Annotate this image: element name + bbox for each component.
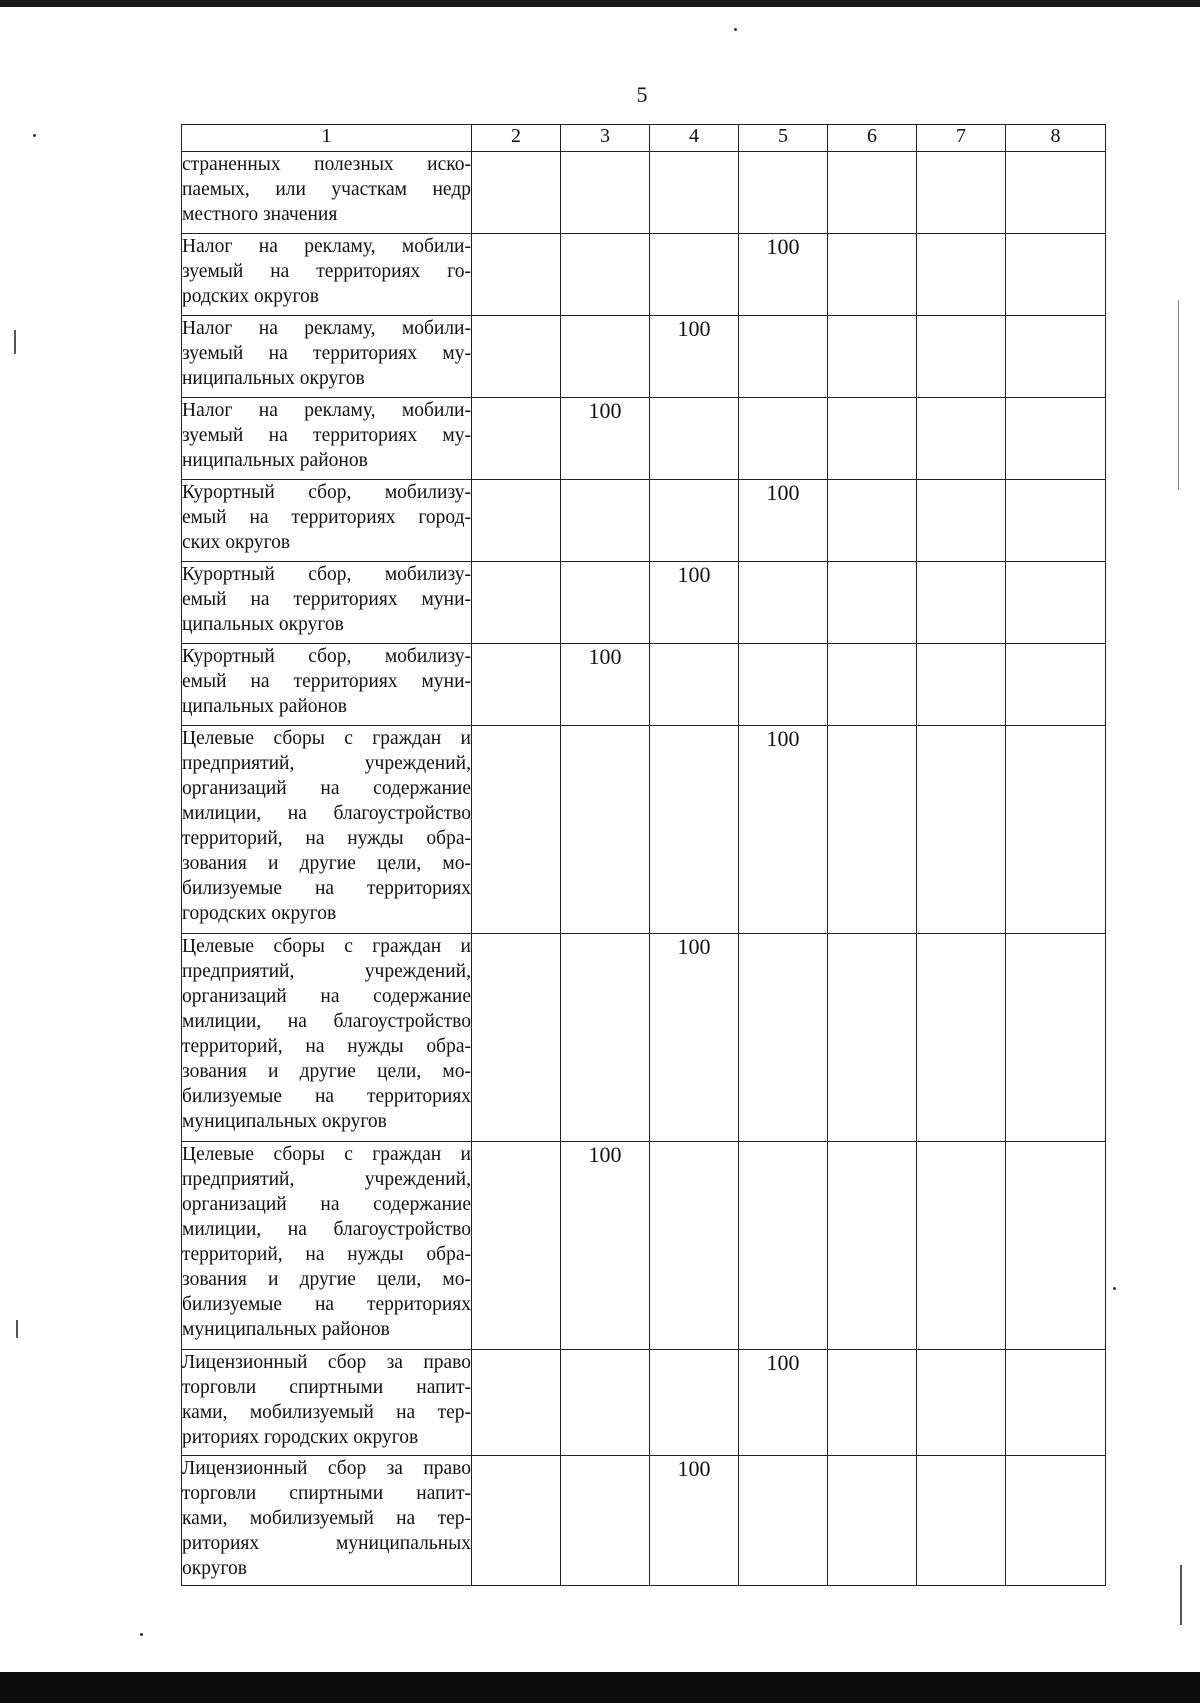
percentage-cell (650, 726, 739, 934)
percentage-cell (561, 934, 650, 1142)
tax-name-cell (182, 934, 472, 1142)
tax-name-line: Курортный сбор, мобилизу- (182, 564, 471, 585)
table-row (182, 234, 1106, 316)
percentage-cell (472, 1456, 561, 1586)
percentage-cell (472, 480, 561, 562)
percentage-cell (561, 562, 650, 644)
percentage-cell (472, 316, 561, 398)
tax-name-line: билизуемые на территориях (182, 1294, 471, 1315)
percentage-cell (917, 1142, 1006, 1350)
tax-name-cell (182, 1456, 472, 1586)
tax-name-line: страненных полезных иско- (182, 154, 471, 175)
percentage-cell (739, 644, 828, 726)
column-header: 8 (1006, 125, 1106, 152)
tax-name-line: риториях муниципальных (182, 1533, 471, 1554)
percentage-cell (739, 934, 828, 1142)
percentage-cell (917, 1350, 1006, 1456)
table-row (182, 726, 1106, 934)
tax-name-cell (182, 152, 472, 234)
tax-name-line: зования и другие цели, мо- (182, 853, 471, 874)
tax-name-line: зуемый на территориях му- (182, 343, 471, 364)
tax-name-cell (182, 234, 472, 316)
tax-name-line: территорий, на нужды обра- (182, 1244, 471, 1265)
percentage-cell (917, 934, 1006, 1142)
percentage-cell: 100 (650, 1456, 739, 1586)
scan-edge-mark (1180, 1565, 1182, 1625)
tax-name-line: Целевые сборы с граждан и (182, 936, 471, 957)
tax-name-line: предприятий, учреждений, (182, 961, 471, 982)
column-header: 1 (182, 125, 472, 152)
percentage-cell (472, 644, 561, 726)
percentage-cell: 100 (561, 398, 650, 480)
scan-speck (140, 1633, 143, 1636)
tax-name-cell (182, 316, 472, 398)
percentage-cell (828, 398, 917, 480)
percentage-cell (917, 1456, 1006, 1586)
percentage-cell: 100 (650, 934, 739, 1142)
percentage-cell (917, 316, 1006, 398)
tax-name-cell (182, 562, 472, 644)
tax-name-cell (182, 1142, 472, 1350)
tax-name-cell (182, 644, 472, 726)
percentage-cell (561, 1350, 650, 1456)
tax-name-line: зуемый на территориях го- (182, 261, 471, 282)
percentage-cell (917, 644, 1006, 726)
tax-name-line: емый на территориях муни- (182, 589, 471, 610)
tax-name-line: Лицензионный сбор за право (182, 1352, 471, 1373)
table-row (182, 644, 1106, 726)
percentage-cell (917, 152, 1006, 234)
scan-border-bottom (0, 1672, 1200, 1703)
table-body (182, 152, 1106, 1586)
percentage-cell (828, 1456, 917, 1586)
percentage-cell: 100 (561, 1142, 650, 1350)
tax-name-line: билизуемые на территориях (182, 1086, 471, 1107)
percentage-cell (561, 316, 650, 398)
scan-border-top (0, 0, 1200, 7)
percentage-cell (828, 1350, 917, 1456)
column-header: 5 (739, 125, 828, 152)
tax-name-cell (182, 726, 472, 934)
column-number-row (182, 125, 1106, 152)
percentage-cell (739, 152, 828, 234)
percentage-cell (472, 1142, 561, 1350)
percentage-cell: 100 (739, 480, 828, 562)
percentage-cell (917, 726, 1006, 934)
percentage-cell (1006, 398, 1106, 480)
percentage-cell: 100 (650, 316, 739, 398)
tax-name-line: родских округов (182, 286, 319, 307)
percentage-cell (739, 398, 828, 480)
percentage-cell (917, 562, 1006, 644)
tax-name-line: Налог на рекламу, мобили- (182, 318, 471, 339)
percentage-cell: 100 (739, 726, 828, 934)
scan-edge-mark (14, 330, 16, 354)
tax-name-line: зуемый на территориях му- (182, 425, 471, 446)
table-row (182, 398, 1106, 480)
tax-name-line: Лицензионный сбор за право (182, 1458, 471, 1479)
percentage-cell (650, 1142, 739, 1350)
tax-name-line: зования и другие цели, мо- (182, 1061, 471, 1082)
tax-name-line: зования и другие цели, мо- (182, 1269, 471, 1290)
tax-name-cell (182, 480, 472, 562)
tax-name-line: емый на территориях муни- (182, 671, 471, 692)
percentage-cell (1006, 1456, 1106, 1586)
percentage-cell (1006, 562, 1106, 644)
table-row (182, 1350, 1106, 1456)
percentage-cell (472, 234, 561, 316)
percentage-cell (561, 726, 650, 934)
percentage-cell (472, 562, 561, 644)
percentage-cell (828, 152, 917, 234)
percentage-cell (1006, 316, 1106, 398)
tax-name-line: Целевые сборы с граждан и (182, 728, 471, 749)
tax-name-line: организаций на содержание (182, 986, 471, 1007)
tax-name-line: муниципальных районов (182, 1319, 390, 1340)
percentage-cell (1006, 1142, 1106, 1350)
tax-name-line: Целевые сборы с граждан и (182, 1144, 471, 1165)
percentage-cell (739, 1456, 828, 1586)
tax-name-line: Налог на рекламу, мобили- (182, 236, 471, 257)
table-row (182, 1142, 1106, 1350)
page-number: 5 (636, 82, 648, 107)
percentage-cell (1006, 1350, 1106, 1456)
percentage-cell (472, 398, 561, 480)
tax-name-line: Курортный сбор, мобилизу- (182, 646, 471, 667)
tax-name-line: торговли спиртными напит- (182, 1483, 471, 1504)
table-row (182, 480, 1106, 562)
percentage-cell (561, 480, 650, 562)
tax-name-line: организаций на содержание (182, 1194, 471, 1215)
table-row (182, 152, 1106, 234)
tax-name-line: предприятий, учреждений, (182, 753, 471, 774)
table-row (182, 316, 1106, 398)
tax-name-line: ципальных районов (182, 696, 347, 717)
tax-name-line: организаций на содержание (182, 778, 471, 799)
percentage-cell (561, 234, 650, 316)
tax-name-line: Курортный сбор, мобилизу- (182, 482, 471, 503)
tax-name-cell (182, 398, 472, 480)
scan-speck (33, 134, 36, 137)
percentage-cell (828, 934, 917, 1142)
percentage-cell (739, 1142, 828, 1350)
percentage-cell (650, 234, 739, 316)
tax-name-line: округов (182, 1558, 247, 1579)
column-header: 4 (650, 125, 739, 152)
tax-name-line: торговли спиртными напит- (182, 1377, 471, 1398)
percentage-cell (828, 316, 917, 398)
percentage-cell (650, 152, 739, 234)
percentage-cell (472, 1350, 561, 1456)
percentage-cell: 100 (739, 234, 828, 316)
tax-name-line: милиции, на благоустройство (182, 1011, 471, 1032)
percentage-cell (472, 726, 561, 934)
column-header: 2 (472, 125, 561, 152)
column-header: 6 (828, 125, 917, 152)
percentage-cell (472, 152, 561, 234)
percentage-cell (828, 562, 917, 644)
percentage-cell (828, 726, 917, 934)
percentage-cell: 100 (739, 1350, 828, 1456)
percentage-cell (472, 934, 561, 1142)
tax-name-line: паемых, или участкам недр (182, 179, 471, 200)
percentage-cell (1006, 480, 1106, 562)
percentage-cell (739, 562, 828, 644)
percentage-cell (650, 398, 739, 480)
tax-name-cell (182, 1350, 472, 1456)
tax-name-line: городских округов (182, 903, 337, 924)
tax-name-line: ниципальных районов (182, 450, 368, 471)
table-row (182, 1456, 1106, 1586)
tax-name-line: Налог на рекламу, мобили- (182, 400, 471, 421)
tax-name-line: милиции, на благоустройство (182, 803, 471, 824)
tax-name-line: территорий, на нужды обра- (182, 828, 471, 849)
tax-name-line: риториях городских округов (182, 1427, 419, 1448)
tax-name-line: ками, мобилизуемый на тер- (182, 1402, 471, 1423)
percentage-cell: 100 (650, 562, 739, 644)
scan-speck (1113, 1287, 1116, 1290)
tax-name-line: ципальных округов (182, 614, 344, 635)
table-row (182, 934, 1106, 1142)
tax-name-line: предприятий, учреждений, (182, 1169, 471, 1190)
percentage-cell (650, 644, 739, 726)
percentage-cell (1006, 644, 1106, 726)
tax-name-line: билизуемые на территориях (182, 878, 471, 899)
percentage-cell (828, 644, 917, 726)
tax-name-line: емый на территориях город- (182, 507, 471, 528)
table-row (182, 562, 1106, 644)
percentage-cell (1006, 934, 1106, 1142)
tax-name-line: местного значения (182, 204, 338, 225)
tax-name-line: ских округов (182, 532, 291, 553)
percentage-cell (828, 480, 917, 562)
percentage-cell: 100 (561, 644, 650, 726)
percentage-cell (561, 1456, 650, 1586)
tax-name-line: муниципальных округов (182, 1111, 387, 1132)
scan-speck (734, 28, 737, 31)
column-header: 3 (561, 125, 650, 152)
tax-name-line: ками, мобилизуемый на тер- (182, 1508, 471, 1529)
percentage-cell (1006, 234, 1106, 316)
percentage-cell (917, 234, 1006, 316)
percentage-cell (739, 316, 828, 398)
tax-name-line: территорий, на нужды обра- (182, 1036, 471, 1057)
percentage-cell (917, 398, 1006, 480)
percentage-cell (1006, 152, 1106, 234)
percentage-cell (828, 1142, 917, 1350)
scan-edge-mark (16, 1320, 18, 1338)
scan-edge-mark (1178, 300, 1179, 490)
percentage-cell (828, 234, 917, 316)
percentage-cell (650, 480, 739, 562)
revenue-distribution-table (181, 124, 1106, 1586)
tax-name-line: ниципальных округов (182, 368, 365, 389)
percentage-cell (561, 152, 650, 234)
tax-name-line: милиции, на благоустройство (182, 1219, 471, 1240)
column-header: 7 (917, 125, 1006, 152)
percentage-cell (1006, 726, 1106, 934)
percentage-cell (917, 480, 1006, 562)
percentage-cell (650, 1350, 739, 1456)
